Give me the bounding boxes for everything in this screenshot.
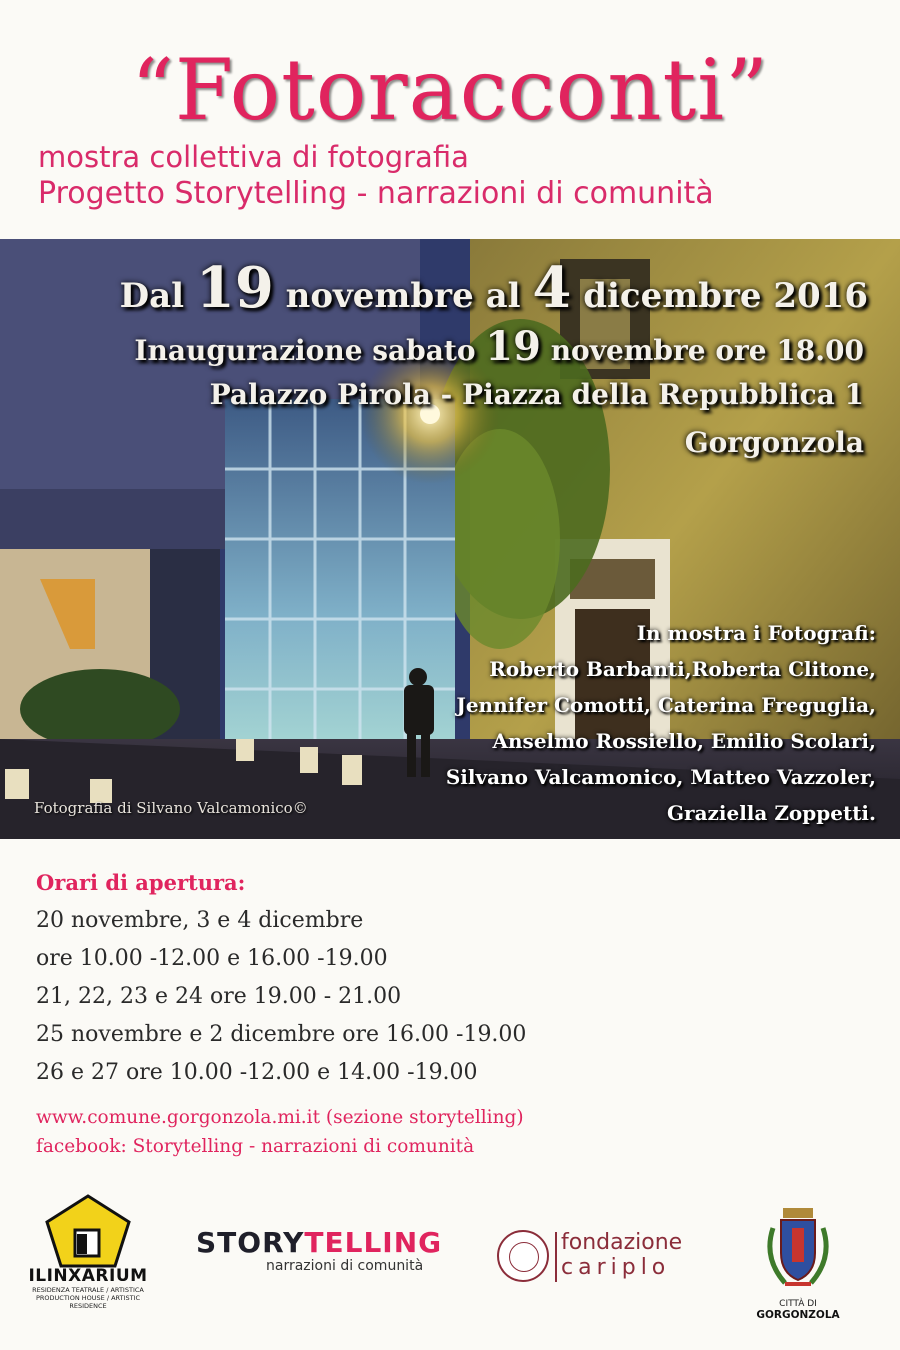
event-photo <box>0 239 900 839</box>
hours-line: 25 novembre e 2 dicembre ore 16.00 -19.00 <box>36 1022 527 1047</box>
facebook-link[interactable]: facebook: Storytelling - narrazioni di comunità <box>36 1136 475 1157</box>
venue-address: Palazzo Pirola - Piazza della Repubblica 1 <box>209 378 864 411</box>
photo-credit: Fotografia di Silvano Valcamonico© <box>34 799 308 817</box>
fondazione-cariplo-logo <box>497 1230 712 1290</box>
photographers-line: Roberto Barbanti,Roberta Clitone, <box>489 657 876 681</box>
hours-line: 21, 22, 23 e 24 ore 19.00 - 21.00 <box>36 984 402 1009</box>
photographers-line: Jennifer Comotti, Caterina Freguglia, <box>456 693 876 717</box>
subtitle-project: Progetto Storytelling - narrazioni di comunità <box>38 176 714 211</box>
gorgonzola-coat-of-arms-icon <box>763 1198 833 1293</box>
cariplo-line1: fondazione <box>561 1230 683 1255</box>
ilinxarium-name: ILINXARIUM <box>28 1266 148 1286</box>
website-link[interactable]: www.comune.gorgonzola.mi.it (sezione storytelling) <box>36 1107 524 1128</box>
opening-hours <box>36 902 526 1092</box>
storytelling-logo <box>196 1228 446 1274</box>
hours-line: 26 e 27 ore 10.00 -12.00 e 14.00 -19.00 <box>36 1060 478 1085</box>
gorgonzola-name: GORGONZOLA <box>756 1309 840 1321</box>
storytelling-subtitle: narrazioni di comunità <box>266 1258 424 1274</box>
ilinxarium-logo <box>28 1192 148 1320</box>
photographers-line: Anselmo Rossiello, Emilio Scolari, <box>492 729 876 753</box>
exhibition-dates: Dal 19 novembre al 4 dicembre 2016 <box>119 255 868 321</box>
ilinxarium-tagline: RESIDENZA TEATRALE / ARTISTICA <box>32 1286 144 1294</box>
gorgonzola-city-label: CITTÀ DI <box>779 1299 817 1309</box>
ilinxarium-tagline-en: PRODUCTION HOUSE / ARTISTIC RESIDENCE <box>35 1294 141 1310</box>
cariplo-seal-icon <box>497 1230 549 1282</box>
cariplo-divider <box>555 1232 557 1282</box>
gorgonzola-logo <box>748 1198 848 1321</box>
hours-line: 20 novembre, 3 e 4 dicembre <box>36 908 364 933</box>
photographers-line: Graziella Zoppetti. <box>666 801 876 825</box>
storytelling-wordmark: STORYTELLING <box>196 1226 443 1259</box>
subtitle-exhibition: mostra collettiva di fotografia <box>38 140 469 174</box>
opening-hours-title: Orari di apertura: <box>36 870 246 895</box>
photographers-heading: In mostra i Fotografi: <box>636 621 876 645</box>
sponsor-logos <box>0 1180 900 1330</box>
photographers-line: Silvano Valcamonico, Matteo Vazzoler, <box>445 765 876 789</box>
ilinxarium-house-icon <box>43 1192 133 1272</box>
cariplo-line2: cariplo <box>561 1255 671 1280</box>
venue-city: Gorgonzola <box>684 426 864 459</box>
contact-links <box>36 1103 524 1161</box>
photographers-list <box>446 615 876 831</box>
inauguration-info: Inaugurazione sabato 19 novembre ore 18.00 <box>134 323 864 370</box>
hours-line: ore 10.00 -12.00 e 16.00 -19.00 <box>36 946 388 971</box>
poster-title: “Fotoracconti” <box>130 41 770 139</box>
